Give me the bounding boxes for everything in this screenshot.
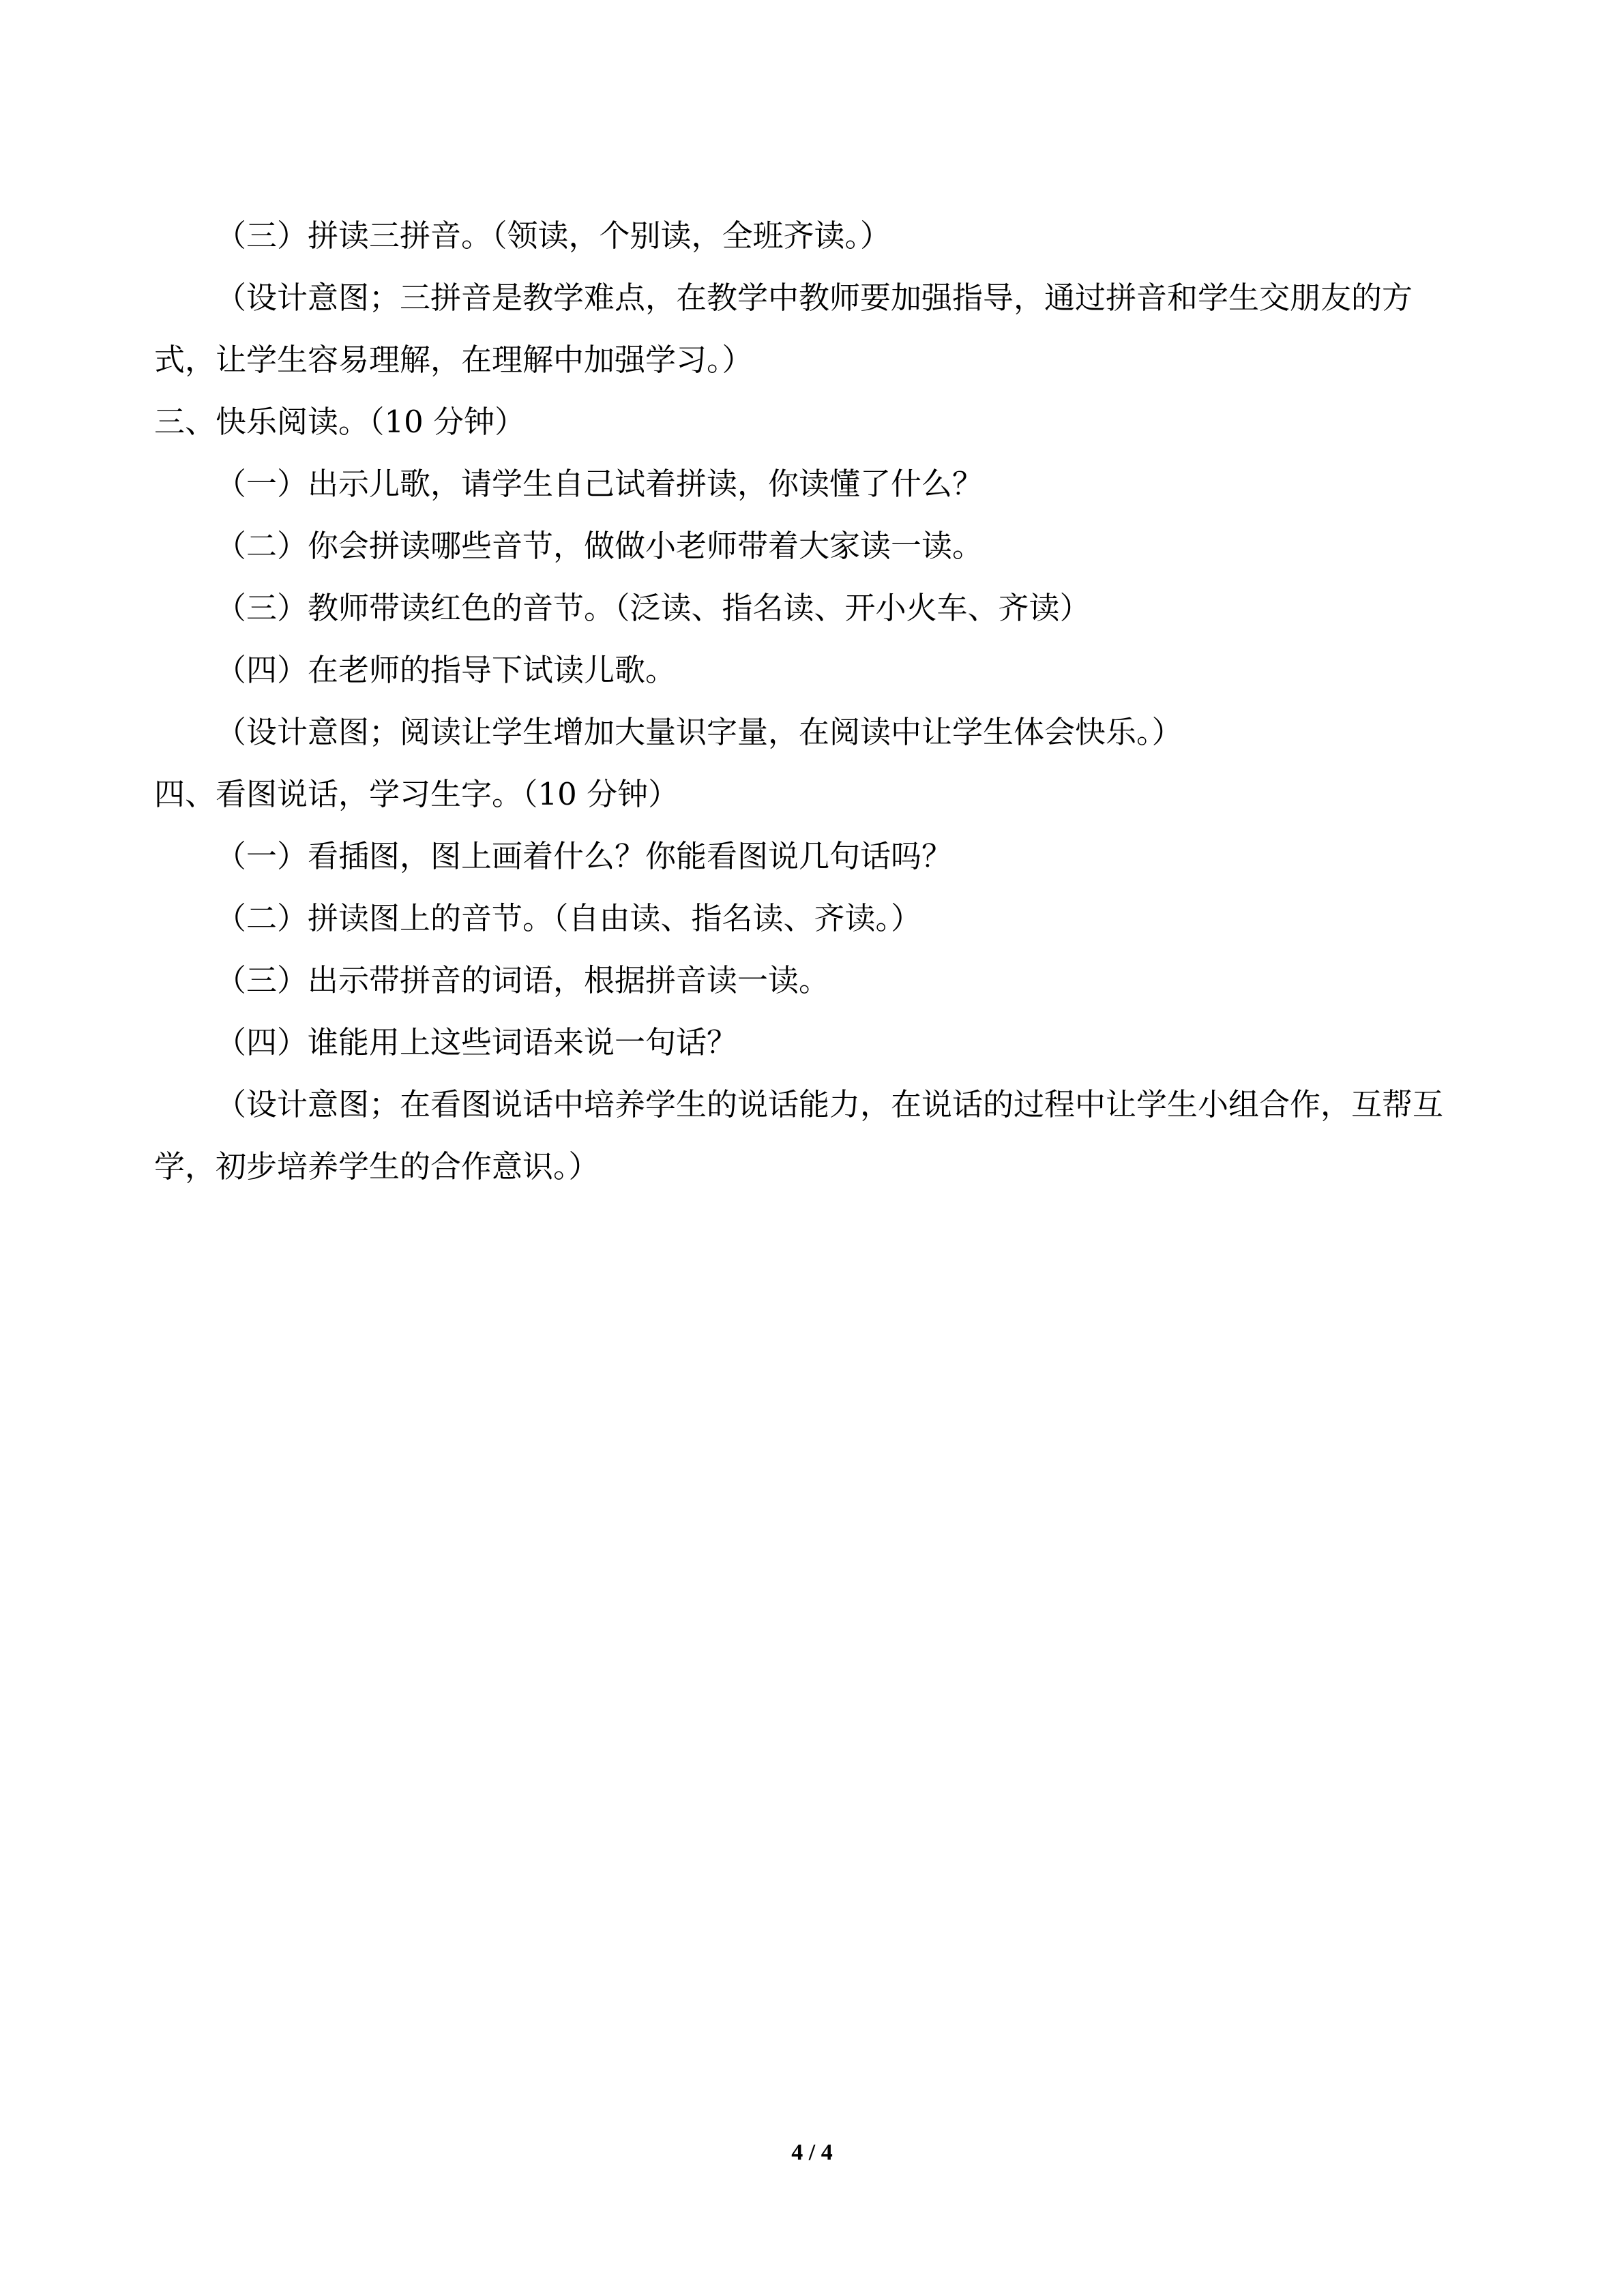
paragraph-item: （三）拼读三拼音。（领读，个别读，全班齐读。） [216,218,891,254]
document-body [154,205,1471,1197]
paragraph-item: （一）出示儿歌，请学生自己试着拼读，你读懂了什么？ [216,466,984,502]
paragraph-item: （三）教师带读红色的音节。（泛读、指名读、开小火车、齐读） [216,590,1091,626]
section-heading-happy-reading: 三、快乐阅读。（10 分钟） [154,404,526,440]
paragraph-item: （四）在老师的指导下试读儿歌。 [216,652,677,688]
paragraph-item: （二）你会拼读哪些音节，做做小老师带着大家读一读。 [216,528,984,564]
paragraph-item: （三）出示带拼音的词语，根据拼音读一读。 [216,962,830,998]
paragraph-item: （二）拼读图上的音节。（自由读、指名读、齐读。） [216,900,922,936]
paragraph-item: （一）看插图，图上画着什么？你能看图说几句话吗？ [216,838,953,874]
paragraph-design-intent: （设计意图；阅读让学生增加大量识字量，在阅读中让学生体会快乐。） [216,714,1183,750]
section-heading-picture-talk: 四、看图说话，学习生字。（10 分钟） [154,776,679,812]
page-number: 4 / 4 [791,2140,833,2165]
paragraph-design-intent: （设计意图；三拼音是教学难点，在教学中教师要加强指导，通过拼音和学生交朋友的方式，让学生容易理解，在理解中加强学习。） [154,280,1413,378]
paragraph-design-intent: （设计意图；在看图说话中培养学生的说话能力，在说话的过程中让学生小组合作，互帮互学，初步培养学生的合作意识。） [154,1086,1444,1184]
paragraph-item: （四）谁能用上这些词语来说一句话？ [216,1024,738,1060]
